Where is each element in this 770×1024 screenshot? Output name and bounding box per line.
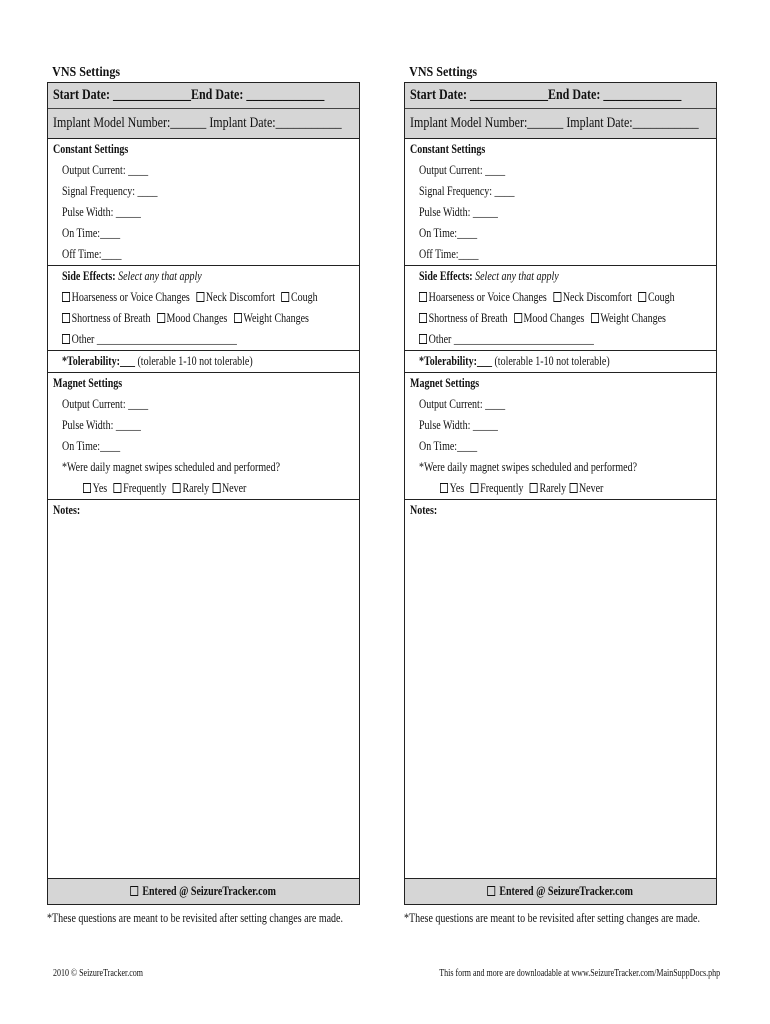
mood-changes-checkbox[interactable]	[514, 313, 522, 323]
other-checkbox[interactable]	[62, 334, 70, 344]
cough-label: Cough	[290, 290, 318, 304]
side-effects-section	[405, 266, 716, 351]
vns-settings-card-right	[404, 64, 717, 926]
rarely-checkbox[interactable]	[173, 483, 181, 493]
tolerability-section	[405, 351, 716, 373]
card-box	[404, 82, 717, 905]
footnote: *These questions are meant to be revisited after setting changes are made.	[404, 911, 700, 925]
mood-changes-label: Mood Changes	[523, 311, 585, 325]
pulse-width-field[interactable]: Pulse Width: _____	[62, 205, 141, 219]
other-field[interactable]: Other ____________________________	[71, 332, 237, 346]
neck-discomfort-label: Neck Discomfort	[562, 290, 632, 304]
card-header	[48, 83, 359, 139]
shortness-of-breath-checkbox[interactable]	[62, 313, 70, 323]
implant-model-field[interactable]: Implant Model Number:______	[53, 115, 207, 131]
frequently-checkbox[interactable]	[114, 483, 122, 493]
hoarseness-label: Hoarseness or Voice Changes	[428, 290, 547, 304]
neck-discomfort-checkbox[interactable]	[553, 292, 561, 302]
neck-discomfort-label: Neck Discomfort	[205, 290, 275, 304]
other-field[interactable]: Other ____________________________	[428, 332, 594, 346]
magnet-on-time-field[interactable]: On Time:____	[419, 439, 478, 453]
pulse-width-field[interactable]: Pulse Width: _____	[419, 205, 498, 219]
neck-discomfort-checkbox[interactable]	[196, 292, 204, 302]
constant-settings-section	[48, 139, 359, 266]
implant-model-field[interactable]: Implant Model Number:______	[410, 115, 564, 131]
tolerability-field[interactable]: *Tolerability:___	[419, 354, 492, 368]
output-current-field[interactable]: Output Current: ____	[62, 163, 149, 177]
card-title: VNS Settings	[409, 65, 478, 80]
notes-label: Notes:	[53, 503, 81, 517]
rarely-label: Rarely	[182, 481, 210, 495]
yes-checkbox[interactable]	[83, 483, 91, 493]
rarely-label: Rarely	[539, 481, 567, 495]
download-note: This form and more are downloadable at www.SeizureTracker.com/MainSuppDocs.php	[439, 968, 720, 979]
off-time-field[interactable]: Off Time:____	[419, 247, 479, 261]
weight-changes-label: Weight Changes	[600, 311, 666, 325]
frequently-label: Frequently	[123, 481, 167, 495]
magnet-settings-section	[48, 373, 359, 500]
yes-label: Yes	[92, 481, 108, 495]
end-date-field[interactable]: End Date: _____________	[190, 87, 325, 103]
card-title: VNS Settings	[52, 65, 121, 80]
side-effects-hint: Select any that apply	[118, 269, 202, 283]
weight-changes-checkbox[interactable]	[234, 313, 242, 323]
magnet-output-current-field[interactable]: Output Current: ____	[419, 397, 506, 411]
magnet-pulse-width-field[interactable]: Pulse Width: _____	[62, 418, 141, 432]
side-effects-label: Side Effects:	[419, 269, 473, 283]
implant-date-field[interactable]: Implant Date:___________	[209, 115, 342, 131]
card-box	[47, 82, 360, 905]
end-date-field[interactable]: End Date: _____________	[547, 87, 682, 103]
hoarseness-label: Hoarseness or Voice Changes	[71, 290, 190, 304]
weight-changes-checkbox[interactable]	[591, 313, 599, 323]
constant-settings-section	[405, 139, 716, 266]
entered-checkbox[interactable]	[131, 886, 139, 896]
notes-label: Notes:	[410, 503, 438, 517]
constant-settings-heading: Constant Settings	[410, 142, 486, 156]
tolerability-field[interactable]: *Tolerability:___	[62, 354, 135, 368]
off-time-field[interactable]: Off Time:____	[62, 247, 122, 261]
frequently-label: Frequently	[480, 481, 524, 495]
signal-frequency-field[interactable]: Signal Frequency: ____	[62, 184, 158, 198]
entered-checkbox[interactable]	[488, 886, 496, 896]
hoarseness-checkbox[interactable]	[62, 292, 70, 302]
output-current-field[interactable]: Output Current: ____	[419, 163, 506, 177]
frequently-checkbox[interactable]	[471, 483, 479, 493]
notes-area[interactable]	[405, 500, 716, 879]
hoarseness-checkbox[interactable]	[419, 292, 427, 302]
side-effects-hint: Select any that apply	[475, 269, 559, 283]
constant-settings-heading: Constant Settings	[53, 142, 129, 156]
cough-label: Cough	[647, 290, 675, 304]
never-checkbox[interactable]	[569, 483, 577, 493]
shortness-of-breath-label: Shortness of Breath	[71, 311, 151, 325]
tolerability-scale: (tolerable 1-10 not tolerable)	[494, 354, 610, 368]
yes-label: Yes	[449, 481, 465, 495]
weight-changes-label: Weight Changes	[243, 311, 309, 325]
vns-settings-card-left	[47, 64, 360, 926]
magnet-pulse-width-field[interactable]: Pulse Width: _____	[419, 418, 498, 432]
entered-label: Entered @ SeizureTracker.com	[499, 884, 634, 898]
magnet-output-current-field[interactable]: Output Current: ____	[62, 397, 149, 411]
magnet-on-time-field[interactable]: On Time:____	[62, 439, 121, 453]
cough-checkbox[interactable]	[638, 292, 646, 302]
tolerability-section	[48, 351, 359, 373]
yes-checkbox[interactable]	[440, 483, 448, 493]
card-header	[405, 83, 716, 139]
rarely-checkbox[interactable]	[530, 483, 538, 493]
swipes-question: *Were daily magnet swipes scheduled and performed?	[62, 460, 281, 474]
never-label: Never	[221, 481, 247, 495]
start-date-field[interactable]: Start Date: _____________	[53, 87, 191, 103]
tolerability-scale: (tolerable 1-10 not tolerable)	[137, 354, 253, 368]
notes-area[interactable]	[48, 500, 359, 879]
shortness-of-breath-checkbox[interactable]	[419, 313, 427, 323]
on-time-field[interactable]: On Time:____	[419, 226, 478, 240]
magnet-settings-heading: Magnet Settings	[410, 376, 480, 390]
never-checkbox[interactable]	[212, 483, 220, 493]
entered-footer	[405, 879, 716, 904]
implant-date-field[interactable]: Implant Date:___________	[566, 115, 699, 131]
side-effects-label: Side Effects:	[62, 269, 116, 283]
start-date-field[interactable]: Start Date: _____________	[410, 87, 548, 103]
magnet-settings-section	[405, 373, 716, 500]
mood-changes-checkbox[interactable]	[157, 313, 165, 323]
copyright-notice: 2010 © SeizureTracker.com	[53, 968, 143, 979]
entered-label: Entered @ SeizureTracker.com	[142, 884, 277, 898]
mood-changes-label: Mood Changes	[166, 311, 228, 325]
magnet-settings-heading: Magnet Settings	[53, 376, 123, 390]
footnote: *These questions are meant to be revisited after setting changes are made.	[47, 911, 343, 925]
never-label: Never	[578, 481, 604, 495]
other-checkbox[interactable]	[419, 334, 427, 344]
entered-footer	[48, 879, 359, 904]
side-effects-section	[48, 266, 359, 351]
shortness-of-breath-label: Shortness of Breath	[428, 311, 508, 325]
on-time-field[interactable]: On Time:____	[62, 226, 121, 240]
cough-checkbox[interactable]	[281, 292, 289, 302]
signal-frequency-field[interactable]: Signal Frequency: ____	[419, 184, 515, 198]
swipes-question: *Were daily magnet swipes scheduled and performed?	[419, 460, 638, 474]
